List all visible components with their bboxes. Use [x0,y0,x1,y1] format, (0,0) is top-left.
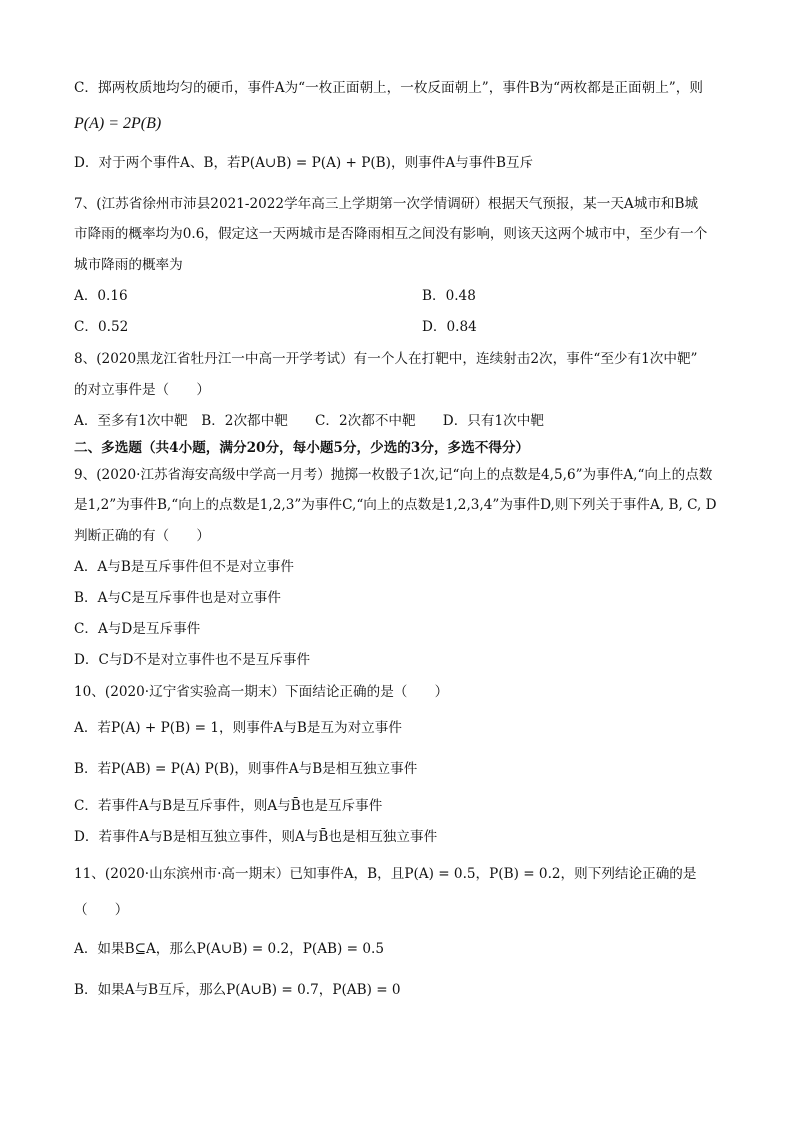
question-7-stem-line-1: 7、(江苏省徐州市沛县2021-2022学年高三上学期第一次学情调研）根据天气预报，某一天A城市和B城 [74,196,699,212]
question-6-option-c-formula: P(A) = 2P(B) [74,115,162,132]
question-7-option-d: D．0.84 [422,319,477,335]
question-9-option-c: C．A与D是互斥事件 [74,621,201,637]
question-7-option-c: C．0.52 [74,319,129,335]
question-7-stem-line-3: 城市降雨的概率为 [74,257,183,273]
question-6-option-d: D．对于两个事件A、B，若P(A∪B) = P(A) + P(B)，则事件A与事件B互斥 [74,155,534,171]
question-8-stem-line-1: 8、(2020黑龙江省牡丹江一中高一开学考试）有一个人在打靶中，连续射击2次，事件“至少有1次中靶” [74,351,698,367]
question-7-options-row-1 [74,286,720,306]
question-8-stem-line-2: 的对立事件是（ ） [74,382,210,398]
question-9-stem-line-1: 9、(2020·江苏省海安高级中学高一月考）抛掷一枚骰子1次,记“向上的点数是4,5,6”为事件A,“向上的点数 [74,467,713,483]
question-9-stem-line-2: 是1,2”为事件B,“向上的点数是1,2,3”为事件C,“向上的点数是1,2,3,4”为事件D,则下列关于事件A, B, C, D [74,497,717,513]
question-7-option-a: A．0.16 [74,288,128,304]
question-9-option-a: A．A与B是互斥事件但不是对立事件 [74,559,294,575]
section-heading-multiple-choice: 二、多选题（共4小题，满分20分，每小题5分，少选的3分，多选不得分） [74,440,530,456]
question-9-option-b: B．A与C是互斥事件也是对立事件 [74,590,281,606]
question-11-stem-line-2: （ ） [74,902,129,918]
question-9-stem-line-3: 判断正确的有（ ） [74,528,210,544]
question-10-stem: 10、(2020·辽宁省实验高一期末）下面结论正确的是（ ） [74,684,449,700]
question-11-option-a: A．如果B⊆A，那么P(A∪B) = 0.2，P(AB) = 0.5 [74,941,384,957]
question-10-option-a: A．若P(A) + P(B) = 1，则事件A与B是互为对立事件 [74,720,402,736]
question-7-stem-line-2: 市降雨的概率均为0.6，假定这一天两城市是否降雨相互之间没有影响，则该天这两个城市中，至少有一个 [74,226,708,242]
question-11-option-b: B．如果A与B互斥，那么P(A∪B) = 0.7，P(AB) = 0 [74,982,401,998]
question-10-option-c: C．若事件A与B是互斥事件，则A与B̄也是互斥事件 [74,798,383,814]
question-8-options: A．至多有1次中靶 B．2次都中靶 C．2次都不中靶 D．只有1次中靶 [74,413,544,429]
question-10-option-d: D．若事件A与B是相互独立事件，则A与B̄也是相互独立事件 [74,829,438,845]
question-6-option-c: C．掷两枚质地均匀的硬币，事件A为“一枚正面朝上，一枚反面朝上”，事件B为“两枚都是正面朝上”，则 [74,80,703,96]
question-7-option-b: B．0.48 [422,288,476,304]
question-9-option-d: D．C与D不是对立事件也不是互斥事件 [74,652,311,668]
question-10-option-b: B．若P(AB) = P(A) P(B)，则事件A与B是相互独立事件 [74,761,418,777]
question-11-stem-line-1: 11、(2020·山东滨州市·高一期末）已知事件A，B，且P(A) = 0.5，P(B) = 0.2，则下列结论正确的是 [74,866,697,882]
question-7-options-row-2 [74,317,720,337]
